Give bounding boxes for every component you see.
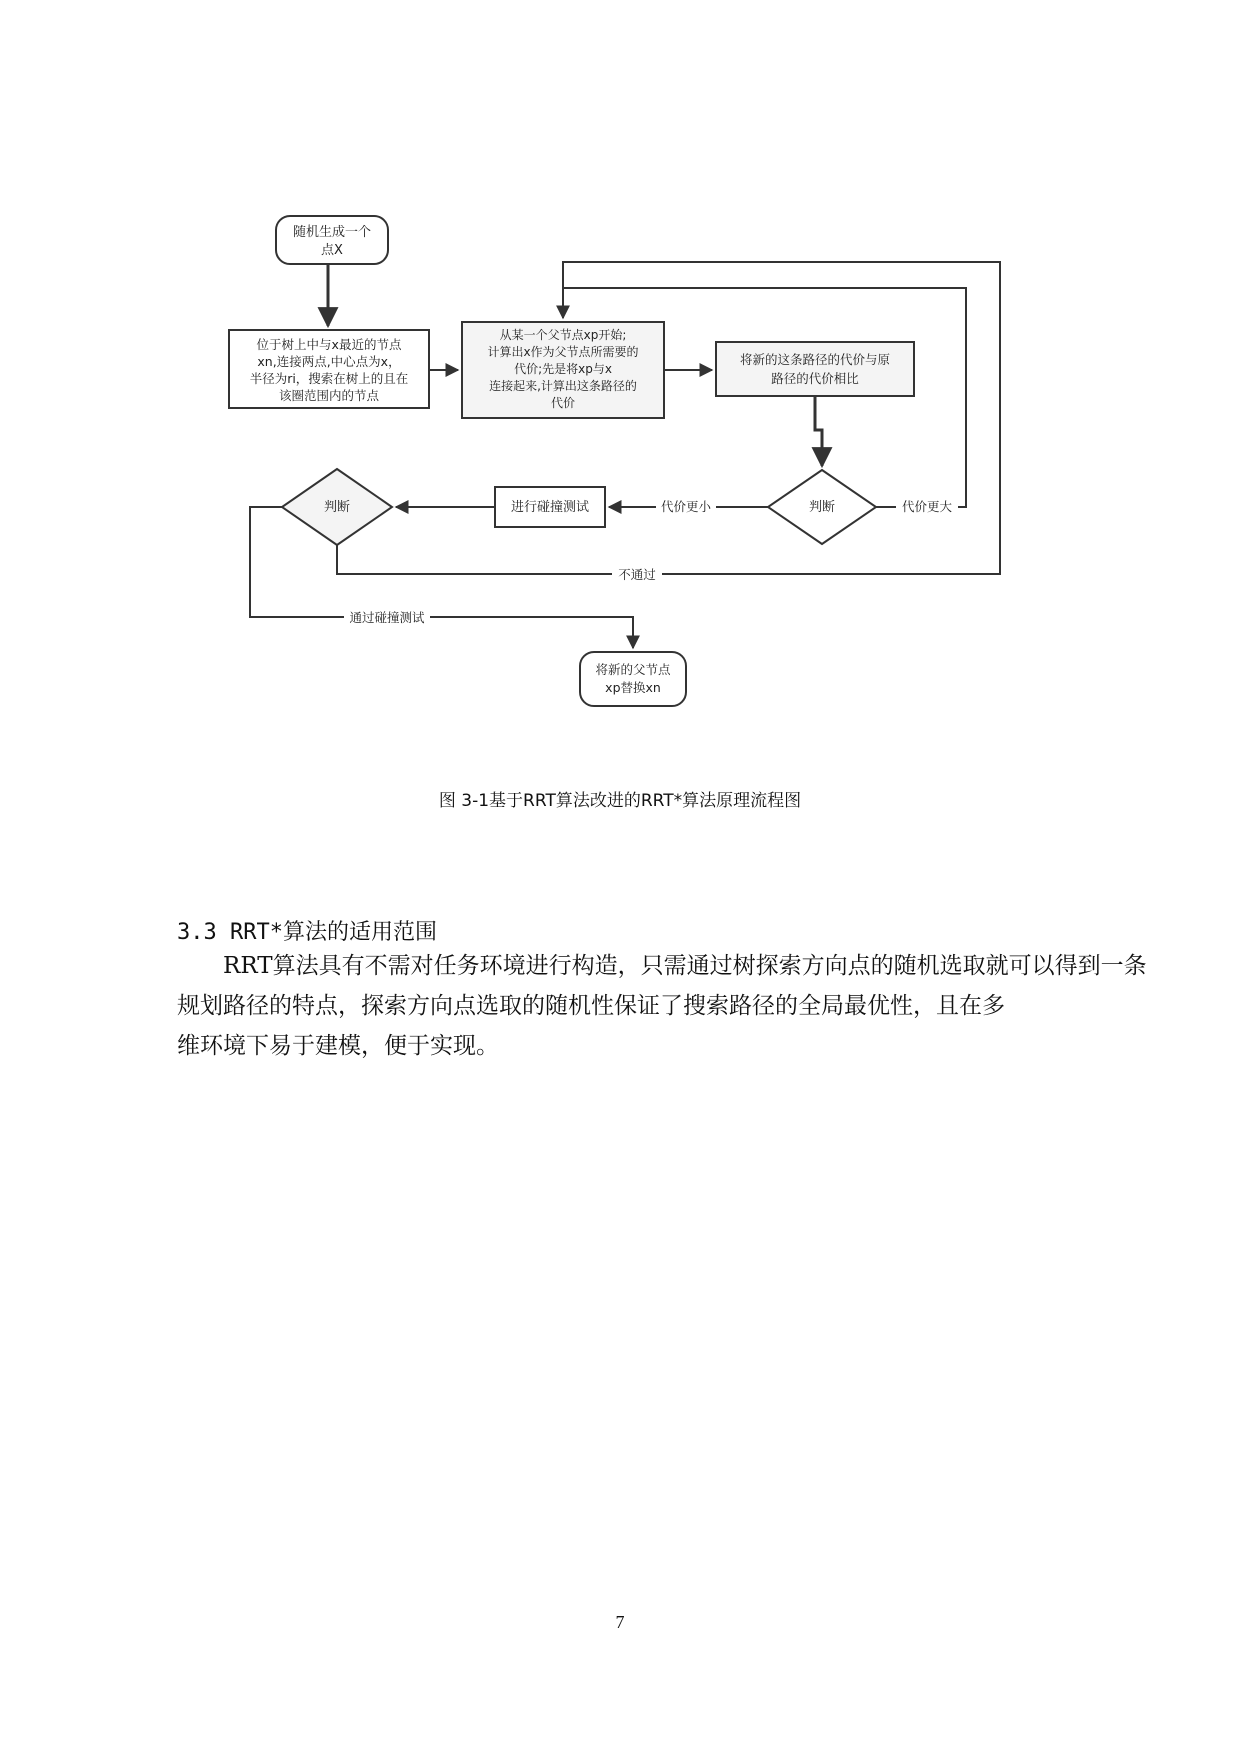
label-not-passed: 不通过 [618, 567, 656, 582]
connectors [250, 262, 1000, 648]
compare-cost-line-1: 将新的这条路径的代价与原 [739, 352, 891, 367]
compute-cost-line-2: 计算出x作为父节点所需要的 [487, 345, 639, 359]
paragraph-1: RRT算法具有不需对任务环境进行构造，只需通过树探索方向点的随机选取就可以得到一条规划路径的特点，探索方向点选取的随机性保证了搜索路径的全局最优性，且在多 [177, 953, 1147, 1019]
end-node-line-2: xp替换xn [605, 680, 661, 695]
edge-passed-to-end [250, 507, 633, 648]
label-passed-collision: 通过碰撞测试 [349, 610, 425, 625]
nearest-node-line-4: 该圈范围内的节点 [278, 388, 380, 403]
compare-cost-line-2: 路径的代价相比 [771, 371, 859, 386]
edge-labels [344, 498, 958, 626]
label-cost-smaller: 代价更小 [660, 499, 712, 514]
judge-diamond-right [768, 470, 876, 544]
start-node [276, 216, 388, 264]
flowchart-figure [0, 0, 1240, 760]
compare-cost-box [716, 342, 914, 396]
nearest-node-box [229, 330, 429, 408]
figure-caption: 图 3-1基于RRT算法改进的RRT*算法原理流程图 [438, 791, 802, 811]
compute-cost-line-3: 代价;先是将xp与x [514, 362, 612, 376]
edge-compare-to-judge [815, 396, 822, 466]
section-heading: 3.3 RRT*算法的适用范围 [177, 920, 437, 945]
nearest-node-line-3: 半径为ri，搜索在树上的且在 [249, 371, 409, 386]
label-cost-larger: 代价更大 [901, 499, 953, 514]
section-body [177, 946, 1152, 1066]
start-node-line-2: 点X [321, 243, 343, 258]
end-node [580, 652, 686, 706]
collision-test-label: 进行碰撞测试 [510, 500, 590, 515]
page-number: 7 [615, 1612, 625, 1632]
edge-not-passed-loop [337, 262, 1000, 574]
nearest-node-line-2: xn,连接两点,中心点为x， [257, 354, 401, 369]
collision-test-box [495, 487, 605, 527]
compute-cost-box [462, 322, 664, 418]
compute-cost-line-5: 代价 [550, 396, 576, 410]
judge-diamond-left [282, 469, 392, 545]
paragraph-2: 维环境下易于建模，便于实现。 [177, 1033, 499, 1059]
nearest-node-line-1: 位于树上中与x最近的节点 [256, 337, 402, 352]
judge-left-label: 判断 [323, 500, 351, 515]
start-node-line-1: 随机生成一个 [292, 225, 372, 240]
end-node-line-1: 将新的父节点 [595, 662, 671, 677]
compute-cost-line-1: 从某一个父节点xp开始; [499, 328, 627, 342]
compute-cost-line-4: 连接起来,计算出这条路径的 [489, 379, 637, 393]
judge-right-label: 判断 [808, 500, 836, 515]
